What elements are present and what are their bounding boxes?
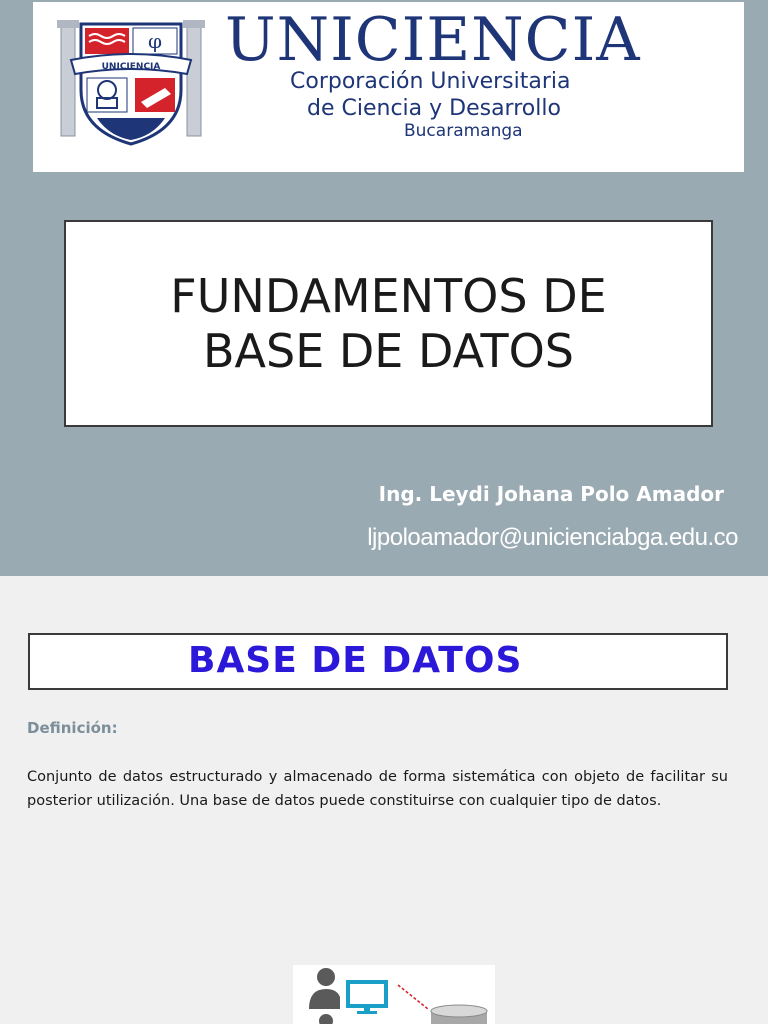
title-box [64, 220, 713, 427]
slide-title [170, 269, 606, 379]
section-heading-box [28, 633, 728, 690]
author-name: Ing. Leydi Johana Polo Amador [378, 482, 724, 506]
database-cylinder-icon [431, 1005, 487, 1024]
slide-title-line1: FUNDAMENTOS DE [170, 268, 607, 323]
database-illustration [293, 965, 495, 1024]
computer-monitor-icon [348, 982, 386, 1014]
author-email: ljpoloamador@unicienciabga.edu.co [367, 524, 738, 551]
content-slide [0, 576, 768, 1024]
brand-city: Bucaramanga [404, 121, 523, 141]
section-heading: BASE DE DATOS [188, 640, 523, 681]
slide-title-line2: BASE DE DATOS [202, 323, 575, 378]
brand-name: UNICIENCIA [225, 5, 641, 75]
university-emblem-icon [57, 20, 205, 148]
university-logo-banner [33, 2, 744, 172]
svg-text:φ: φ [147, 29, 163, 53]
brand-subtitle-line2: de Ciencia y Desarrollo [307, 96, 561, 121]
person-icon [309, 968, 340, 1024]
brand-subtitle-line1: Corporación Universitaria [290, 69, 571, 94]
svg-text:UNICIENCIA: UNICIENCIA [101, 62, 161, 72]
definition-label: Definición: [27, 719, 118, 737]
definition-text: Conjunto de datos estructurado y almacenado de forma sistemática con objeto de facilitar su posterior utilización. Una base de datos puede constituirse con cualquier tipo de datos. [27, 769, 728, 809]
